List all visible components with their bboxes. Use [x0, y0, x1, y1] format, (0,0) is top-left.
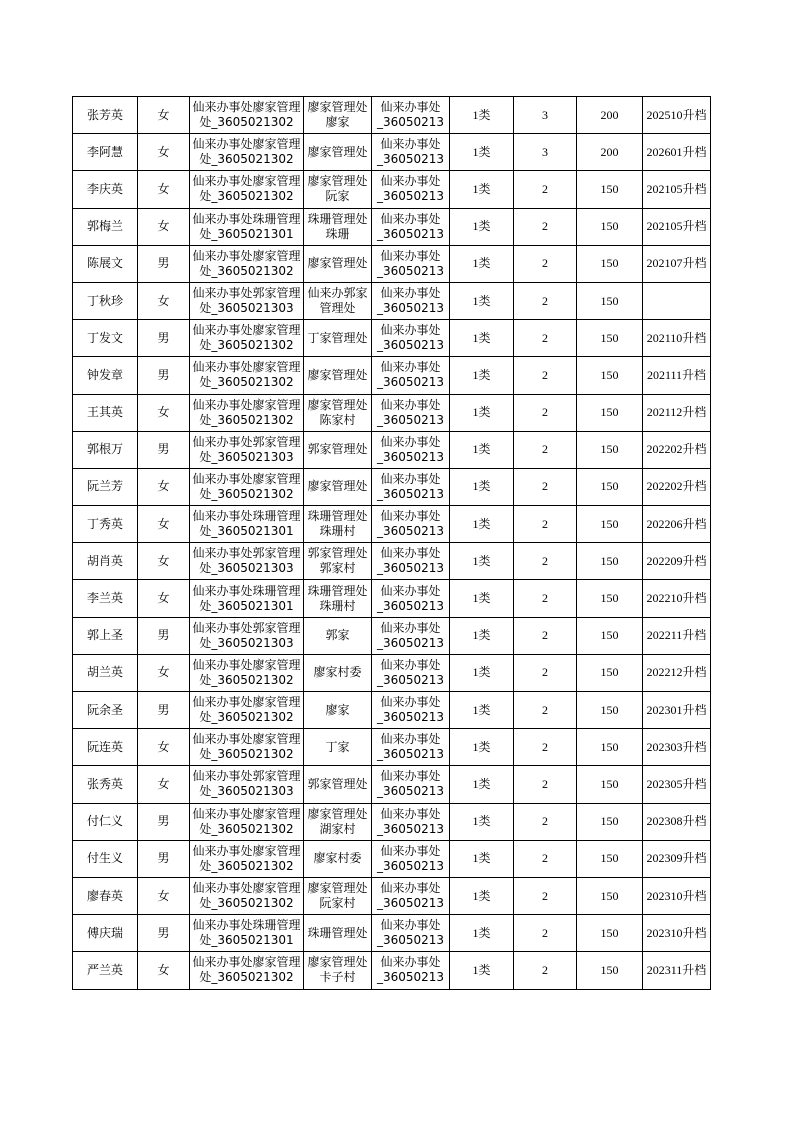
sex-cell: 男 [138, 245, 190, 282]
name-cell: 丁秋珍 [73, 282, 138, 319]
amount-cell: 150 [577, 729, 643, 766]
table-row [73, 915, 711, 952]
sex-cell: 女 [138, 952, 190, 989]
amount-cell: 150 [577, 282, 643, 319]
unit-cell: 仙来办事处珠珊管理处_3605021301 [190, 208, 304, 245]
name-cell: 张秀英 [73, 766, 138, 803]
office-cell: 仙来办事处_36050213 [372, 952, 450, 989]
sex-cell: 男 [138, 840, 190, 877]
unit-cell: 仙来办事处廖家管理处_3605021302 [190, 245, 304, 282]
village-cell: 廖家管理处 [304, 357, 372, 394]
amount-cell: 150 [577, 766, 643, 803]
table-row [73, 580, 711, 617]
level-cell: 2 [514, 952, 577, 989]
level-cell: 2 [514, 692, 577, 729]
amount-cell: 150 [577, 840, 643, 877]
level-cell: 2 [514, 617, 577, 654]
level-cell: 2 [514, 468, 577, 505]
note-cell: 202212升档 [643, 654, 711, 691]
category-cell: 1类 [450, 431, 514, 468]
sex-cell: 女 [138, 766, 190, 803]
level-cell: 2 [514, 654, 577, 691]
name-cell: 阮连英 [73, 729, 138, 766]
note-cell: 202202升档 [643, 468, 711, 505]
level-cell: 2 [514, 357, 577, 394]
village-cell: 郭家管理处 [304, 766, 372, 803]
amount-cell: 150 [577, 357, 643, 394]
sex-cell: 女 [138, 654, 190, 691]
level-cell: 2 [514, 877, 577, 914]
category-cell: 1类 [450, 506, 514, 543]
category-cell: 1类 [450, 468, 514, 505]
category-cell: 1类 [450, 840, 514, 877]
note-cell: 202601升档 [643, 134, 711, 171]
office-cell: 仙来办事处_36050213 [372, 357, 450, 394]
category-cell: 1类 [450, 97, 514, 134]
unit-cell: 仙来办事处廖家管理处_3605021302 [190, 97, 304, 134]
village-cell: 丁家 [304, 729, 372, 766]
level-cell: 3 [514, 97, 577, 134]
note-cell: 202107升档 [643, 245, 711, 282]
sex-cell: 男 [138, 357, 190, 394]
amount-cell: 150 [577, 877, 643, 914]
category-cell: 1类 [450, 320, 514, 357]
amount-cell: 150 [577, 915, 643, 952]
village-cell: 廖家管理处 [304, 468, 372, 505]
amount-cell: 150 [577, 468, 643, 505]
table-row [73, 357, 711, 394]
name-cell: 胡兰英 [73, 654, 138, 691]
name-cell: 张芳英 [73, 97, 138, 134]
table-row [73, 692, 711, 729]
level-cell: 2 [514, 729, 577, 766]
table-row [73, 245, 711, 282]
office-cell: 仙来办事处_36050213 [372, 692, 450, 729]
category-cell: 1类 [450, 580, 514, 617]
table-row [73, 282, 711, 319]
amount-cell: 200 [577, 134, 643, 171]
sex-cell: 男 [138, 320, 190, 357]
category-cell: 1类 [450, 543, 514, 580]
amount-cell: 150 [577, 431, 643, 468]
name-cell: 付仁义 [73, 803, 138, 840]
name-cell: 廖春英 [73, 877, 138, 914]
level-cell: 2 [514, 766, 577, 803]
office-cell: 仙来办事处_36050213 [372, 803, 450, 840]
sex-cell: 女 [138, 729, 190, 766]
category-cell: 1类 [450, 282, 514, 319]
name-cell: 胡肖英 [73, 543, 138, 580]
level-cell: 2 [514, 171, 577, 208]
note-cell: 202211升档 [643, 617, 711, 654]
unit-cell: 仙来办事处廖家管理处_3605021302 [190, 840, 304, 877]
sex-cell: 女 [138, 208, 190, 245]
level-cell: 3 [514, 134, 577, 171]
note-cell: 202301升档 [643, 692, 711, 729]
note-cell: 202311升档 [643, 952, 711, 989]
unit-cell: 仙来办事处廖家管理处_3605021302 [190, 654, 304, 691]
sex-cell: 女 [138, 877, 190, 914]
name-cell: 丁发文 [73, 320, 138, 357]
sex-cell: 女 [138, 543, 190, 580]
name-cell: 阮兰芳 [73, 468, 138, 505]
unit-cell: 仙来办事处廖家管理处_3605021302 [190, 877, 304, 914]
office-cell: 仙来办事处_36050213 [372, 543, 450, 580]
village-cell: 廖家管理处阮家 [304, 171, 372, 208]
unit-cell: 仙来办事处廖家管理处_3605021302 [190, 692, 304, 729]
category-cell: 1类 [450, 134, 514, 171]
table-row [73, 320, 711, 357]
sex-cell: 女 [138, 394, 190, 431]
office-cell: 仙来办事处_36050213 [372, 654, 450, 691]
category-cell: 1类 [450, 394, 514, 431]
village-cell: 郭家管理处郭家村 [304, 543, 372, 580]
records-table [72, 96, 711, 990]
office-cell: 仙来办事处_36050213 [372, 171, 450, 208]
note-cell: 202206升档 [643, 506, 711, 543]
office-cell: 仙来办事处_36050213 [372, 282, 450, 319]
name-cell: 丁秀英 [73, 506, 138, 543]
table-row [73, 468, 711, 505]
sex-cell: 女 [138, 171, 190, 208]
table-row [73, 952, 711, 989]
unit-cell: 仙来办事处郭家管理处_3605021303 [190, 431, 304, 468]
table-row [73, 654, 711, 691]
village-cell: 郭家管理处 [304, 431, 372, 468]
name-cell: 陈展文 [73, 245, 138, 282]
village-cell: 廖家 [304, 692, 372, 729]
unit-cell: 仙来办事处廖家管理处_3605021302 [190, 357, 304, 394]
unit-cell: 仙来办事处廖家管理处_3605021302 [190, 468, 304, 505]
village-cell: 廖家村委 [304, 654, 372, 691]
level-cell: 2 [514, 915, 577, 952]
village-cell: 珠珊管理处珠珊 [304, 208, 372, 245]
amount-cell: 150 [577, 171, 643, 208]
name-cell: 郭梅兰 [73, 208, 138, 245]
office-cell: 仙来办事处_36050213 [372, 617, 450, 654]
village-cell: 丁家管理处 [304, 320, 372, 357]
unit-cell: 仙来办事处廖家管理处_3605021302 [190, 134, 304, 171]
sex-cell: 女 [138, 134, 190, 171]
note-cell: 202202升档 [643, 431, 711, 468]
level-cell: 2 [514, 580, 577, 617]
category-cell: 1类 [450, 208, 514, 245]
office-cell: 仙来办事处_36050213 [372, 468, 450, 505]
office-cell: 仙来办事处_36050213 [372, 394, 450, 431]
village-cell: 廖家管理处 [304, 134, 372, 171]
unit-cell: 仙来办事处郭家管理处_3605021303 [190, 543, 304, 580]
category-cell: 1类 [450, 915, 514, 952]
unit-cell: 仙来办事处珠珊管理处_3605021301 [190, 580, 304, 617]
office-cell: 仙来办事处_36050213 [372, 245, 450, 282]
note-cell: 202310升档 [643, 877, 711, 914]
level-cell: 2 [514, 840, 577, 877]
sex-cell: 女 [138, 506, 190, 543]
amount-cell: 150 [577, 692, 643, 729]
note-cell: 202303升档 [643, 729, 711, 766]
unit-cell: 仙来办事处郭家管理处_3605021303 [190, 766, 304, 803]
village-cell: 廖家管理处卡子村 [304, 952, 372, 989]
note-cell [643, 282, 711, 319]
village-cell: 郭家 [304, 617, 372, 654]
office-cell: 仙来办事处_36050213 [372, 134, 450, 171]
office-cell: 仙来办事处_36050213 [372, 877, 450, 914]
sex-cell: 女 [138, 97, 190, 134]
village-cell: 廖家管理处 [304, 245, 372, 282]
amount-cell: 150 [577, 320, 643, 357]
level-cell: 2 [514, 208, 577, 245]
level-cell: 2 [514, 282, 577, 319]
note-cell: 202209升档 [643, 543, 711, 580]
village-cell: 廖家管理处湖家村 [304, 803, 372, 840]
name-cell: 李庆英 [73, 171, 138, 208]
level-cell: 2 [514, 506, 577, 543]
sex-cell: 男 [138, 915, 190, 952]
unit-cell: 仙来办事处廖家管理处_3605021302 [190, 952, 304, 989]
name-cell: 钟发章 [73, 357, 138, 394]
category-cell: 1类 [450, 877, 514, 914]
note-cell: 202310升档 [643, 915, 711, 952]
village-cell: 廖家管理处陈家村 [304, 394, 372, 431]
unit-cell: 仙来办事处珠珊管理处_3605021301 [190, 506, 304, 543]
level-cell: 2 [514, 245, 577, 282]
unit-cell: 仙来办事处廖家管理处_3605021302 [190, 729, 304, 766]
unit-cell: 仙来办事处廖家管理处_3605021302 [190, 394, 304, 431]
name-cell: 李阿慧 [73, 134, 138, 171]
category-cell: 1类 [450, 171, 514, 208]
category-cell: 1类 [450, 357, 514, 394]
note-cell: 202308升档 [643, 803, 711, 840]
level-cell: 2 [514, 543, 577, 580]
sex-cell: 男 [138, 692, 190, 729]
sex-cell: 女 [138, 580, 190, 617]
sex-cell: 男 [138, 803, 190, 840]
office-cell: 仙来办事处_36050213 [372, 840, 450, 877]
office-cell: 仙来办事处_36050213 [372, 320, 450, 357]
note-cell: 202305升档 [643, 766, 711, 803]
village-cell: 廖家管理处廖家 [304, 97, 372, 134]
table-row [73, 171, 711, 208]
note-cell: 202105升档 [643, 208, 711, 245]
amount-cell: 150 [577, 803, 643, 840]
level-cell: 2 [514, 394, 577, 431]
office-cell: 仙来办事处_36050213 [372, 506, 450, 543]
name-cell: 郭上圣 [73, 617, 138, 654]
level-cell: 2 [514, 320, 577, 357]
office-cell: 仙来办事处_36050213 [372, 97, 450, 134]
name-cell: 傅庆瑞 [73, 915, 138, 952]
note-cell: 202110升档 [643, 320, 711, 357]
table-row [73, 803, 711, 840]
sex-cell: 男 [138, 431, 190, 468]
amount-cell: 150 [577, 506, 643, 543]
unit-cell: 仙来办事处郭家管理处_3605021303 [190, 617, 304, 654]
table-row [73, 97, 711, 134]
sex-cell: 女 [138, 468, 190, 505]
note-cell: 202309升档 [643, 840, 711, 877]
amount-cell: 150 [577, 952, 643, 989]
amount-cell: 150 [577, 543, 643, 580]
table-row [73, 431, 711, 468]
category-cell: 1类 [450, 654, 514, 691]
category-cell: 1类 [450, 692, 514, 729]
unit-cell: 仙来办事处廖家管理处_3605021302 [190, 803, 304, 840]
name-cell: 王其英 [73, 394, 138, 431]
village-cell: 珠珊管理处 [304, 915, 372, 952]
village-cell: 珠珊管理处珠珊村 [304, 580, 372, 617]
name-cell: 郭根万 [73, 431, 138, 468]
village-cell: 廖家村委 [304, 840, 372, 877]
unit-cell: 仙来办事处廖家管理处_3605021302 [190, 171, 304, 208]
village-cell: 珠珊管理处珠珊村 [304, 506, 372, 543]
category-cell: 1类 [450, 729, 514, 766]
table-row [73, 840, 711, 877]
office-cell: 仙来办事处_36050213 [372, 208, 450, 245]
table-row [73, 208, 711, 245]
table-row [73, 394, 711, 431]
name-cell: 李兰英 [73, 580, 138, 617]
amount-cell: 150 [577, 654, 643, 691]
category-cell: 1类 [450, 766, 514, 803]
table-row [73, 766, 711, 803]
table-row [73, 877, 711, 914]
table-row [73, 729, 711, 766]
category-cell: 1类 [450, 617, 514, 654]
table-row [73, 506, 711, 543]
note-cell: 202510升档 [643, 97, 711, 134]
office-cell: 仙来办事处_36050213 [372, 915, 450, 952]
office-cell: 仙来办事处_36050213 [372, 580, 450, 617]
amount-cell: 200 [577, 97, 643, 134]
level-cell: 2 [514, 803, 577, 840]
table-row [73, 134, 711, 171]
name-cell: 阮余圣 [73, 692, 138, 729]
note-cell: 202111升档 [643, 357, 711, 394]
table-row [73, 543, 711, 580]
village-cell: 仙来办郭家管理处 [304, 282, 372, 319]
level-cell: 2 [514, 431, 577, 468]
unit-cell: 仙来办事处廖家管理处_3605021302 [190, 320, 304, 357]
unit-cell: 仙来办事处珠珊管理处_3605021301 [190, 915, 304, 952]
amount-cell: 150 [577, 617, 643, 654]
name-cell: 付生义 [73, 840, 138, 877]
records-body [73, 97, 711, 990]
amount-cell: 150 [577, 394, 643, 431]
office-cell: 仙来办事处_36050213 [372, 729, 450, 766]
village-cell: 廖家管理处阮家村 [304, 877, 372, 914]
note-cell: 202112升档 [643, 394, 711, 431]
amount-cell: 150 [577, 245, 643, 282]
amount-cell: 150 [577, 208, 643, 245]
office-cell: 仙来办事处_36050213 [372, 431, 450, 468]
category-cell: 1类 [450, 245, 514, 282]
category-cell: 1类 [450, 803, 514, 840]
note-cell: 202210升档 [643, 580, 711, 617]
sex-cell: 男 [138, 617, 190, 654]
category-cell: 1类 [450, 952, 514, 989]
unit-cell: 仙来办事处郭家管理处_3605021303 [190, 282, 304, 319]
name-cell: 严兰英 [73, 952, 138, 989]
sex-cell: 女 [138, 282, 190, 319]
table-row [73, 617, 711, 654]
note-cell: 202105升档 [643, 171, 711, 208]
office-cell: 仙来办事处_36050213 [372, 766, 450, 803]
amount-cell: 150 [577, 580, 643, 617]
